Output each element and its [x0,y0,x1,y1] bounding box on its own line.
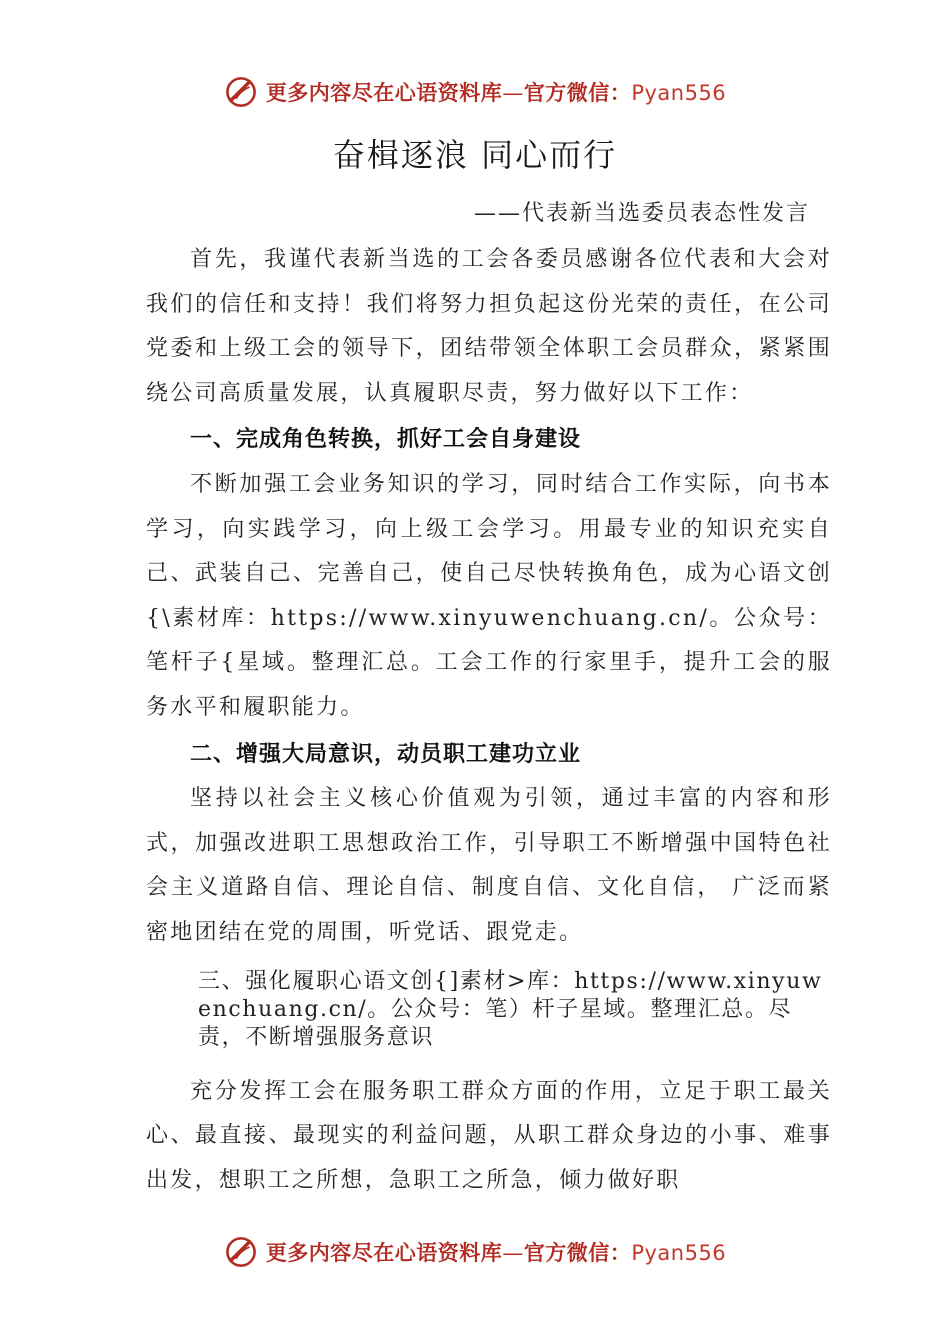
watermark-banner-bottom [0,1232,950,1272]
section1-heading: 一、完成角色转换，抓好工会自身建设 [190,427,582,453]
document-title: 奋楫逐浪 同心而行 [332,136,618,174]
banner-official-text: 官方微信： [523,1241,632,1265]
document-body [146,238,832,1203]
brush-logo-icon [224,75,258,109]
banner-text [266,1237,726,1267]
section1-paragraph: 不断加强工会业务知识的学习，同时结合工作实际，向书本学习，向实践学习，向上级工会学习。用最专业的知识充实自己、武装自己、完善自己，使自己尽快转换角色，成为心语文创{\素材库：https://www.xinyuwenchuang.cn/。公众号：笔杆子{星域。整理汇总。工会工作的行家里手，提升工会的服务水平和履职能力。 [146,471,832,720]
section3-heading: 三、强化履职心语文创{]素材>库：https://www.xinyuwenchuang.cn/。公众号：笔）杆子星域。整理汇总。尽责，不断增强服务意识 [198,968,823,1050]
watermark-banner-top [0,72,950,112]
banner-dash: — [502,81,524,105]
section2-paragraph: 坚持以社会主义核心价值观为引领，通过丰富的内容和形式，加强改进职工思想政治工作，引导职工不断增强中国特色社会主义道路自信、理论自信、制度自信、文化自信， 广泛而紧密地团结在党的周围，听党话、跟党走。 [146,786,832,945]
document-subtitle: ——代表新当选委员表态性发言 [473,201,810,226]
banner-wechat-id: Pyan556 [631,1241,727,1265]
banner-official-text: 官方微信： [523,81,632,105]
intro-paragraph: 首先，我谨代表新当选的工会各委员感谢各位代表和大会对我们的信任和支持！我们将努力担负起这份光荣的责任，在公司党委和上级工会的领导下，团结带领全体职工会员群众，紧紧围绕公司高质量发展，认真履职尽责，努力做好以下工作： [146,247,832,406]
section3-paragraph: 充分发挥工会在服务职工群众方面的作用，立足于职工最关心、最直接、最现实的利益问题，从职工群众身边的小事、难事出发，想职工之所想，急职工之所急，倾力做好职 [146,1078,832,1193]
banner-main-text: 更多内容尽在心语资料库 [265,1241,503,1265]
banner-text [266,77,726,107]
section2-heading: 二、增强大局意识，动员职工建功立业 [190,741,582,767]
banner-dash: — [502,1241,524,1265]
banner-main-text: 更多内容尽在心语资料库 [265,81,503,105]
banner-wechat-id: Pyan556 [631,81,727,105]
brush-logo-icon [224,1235,258,1269]
